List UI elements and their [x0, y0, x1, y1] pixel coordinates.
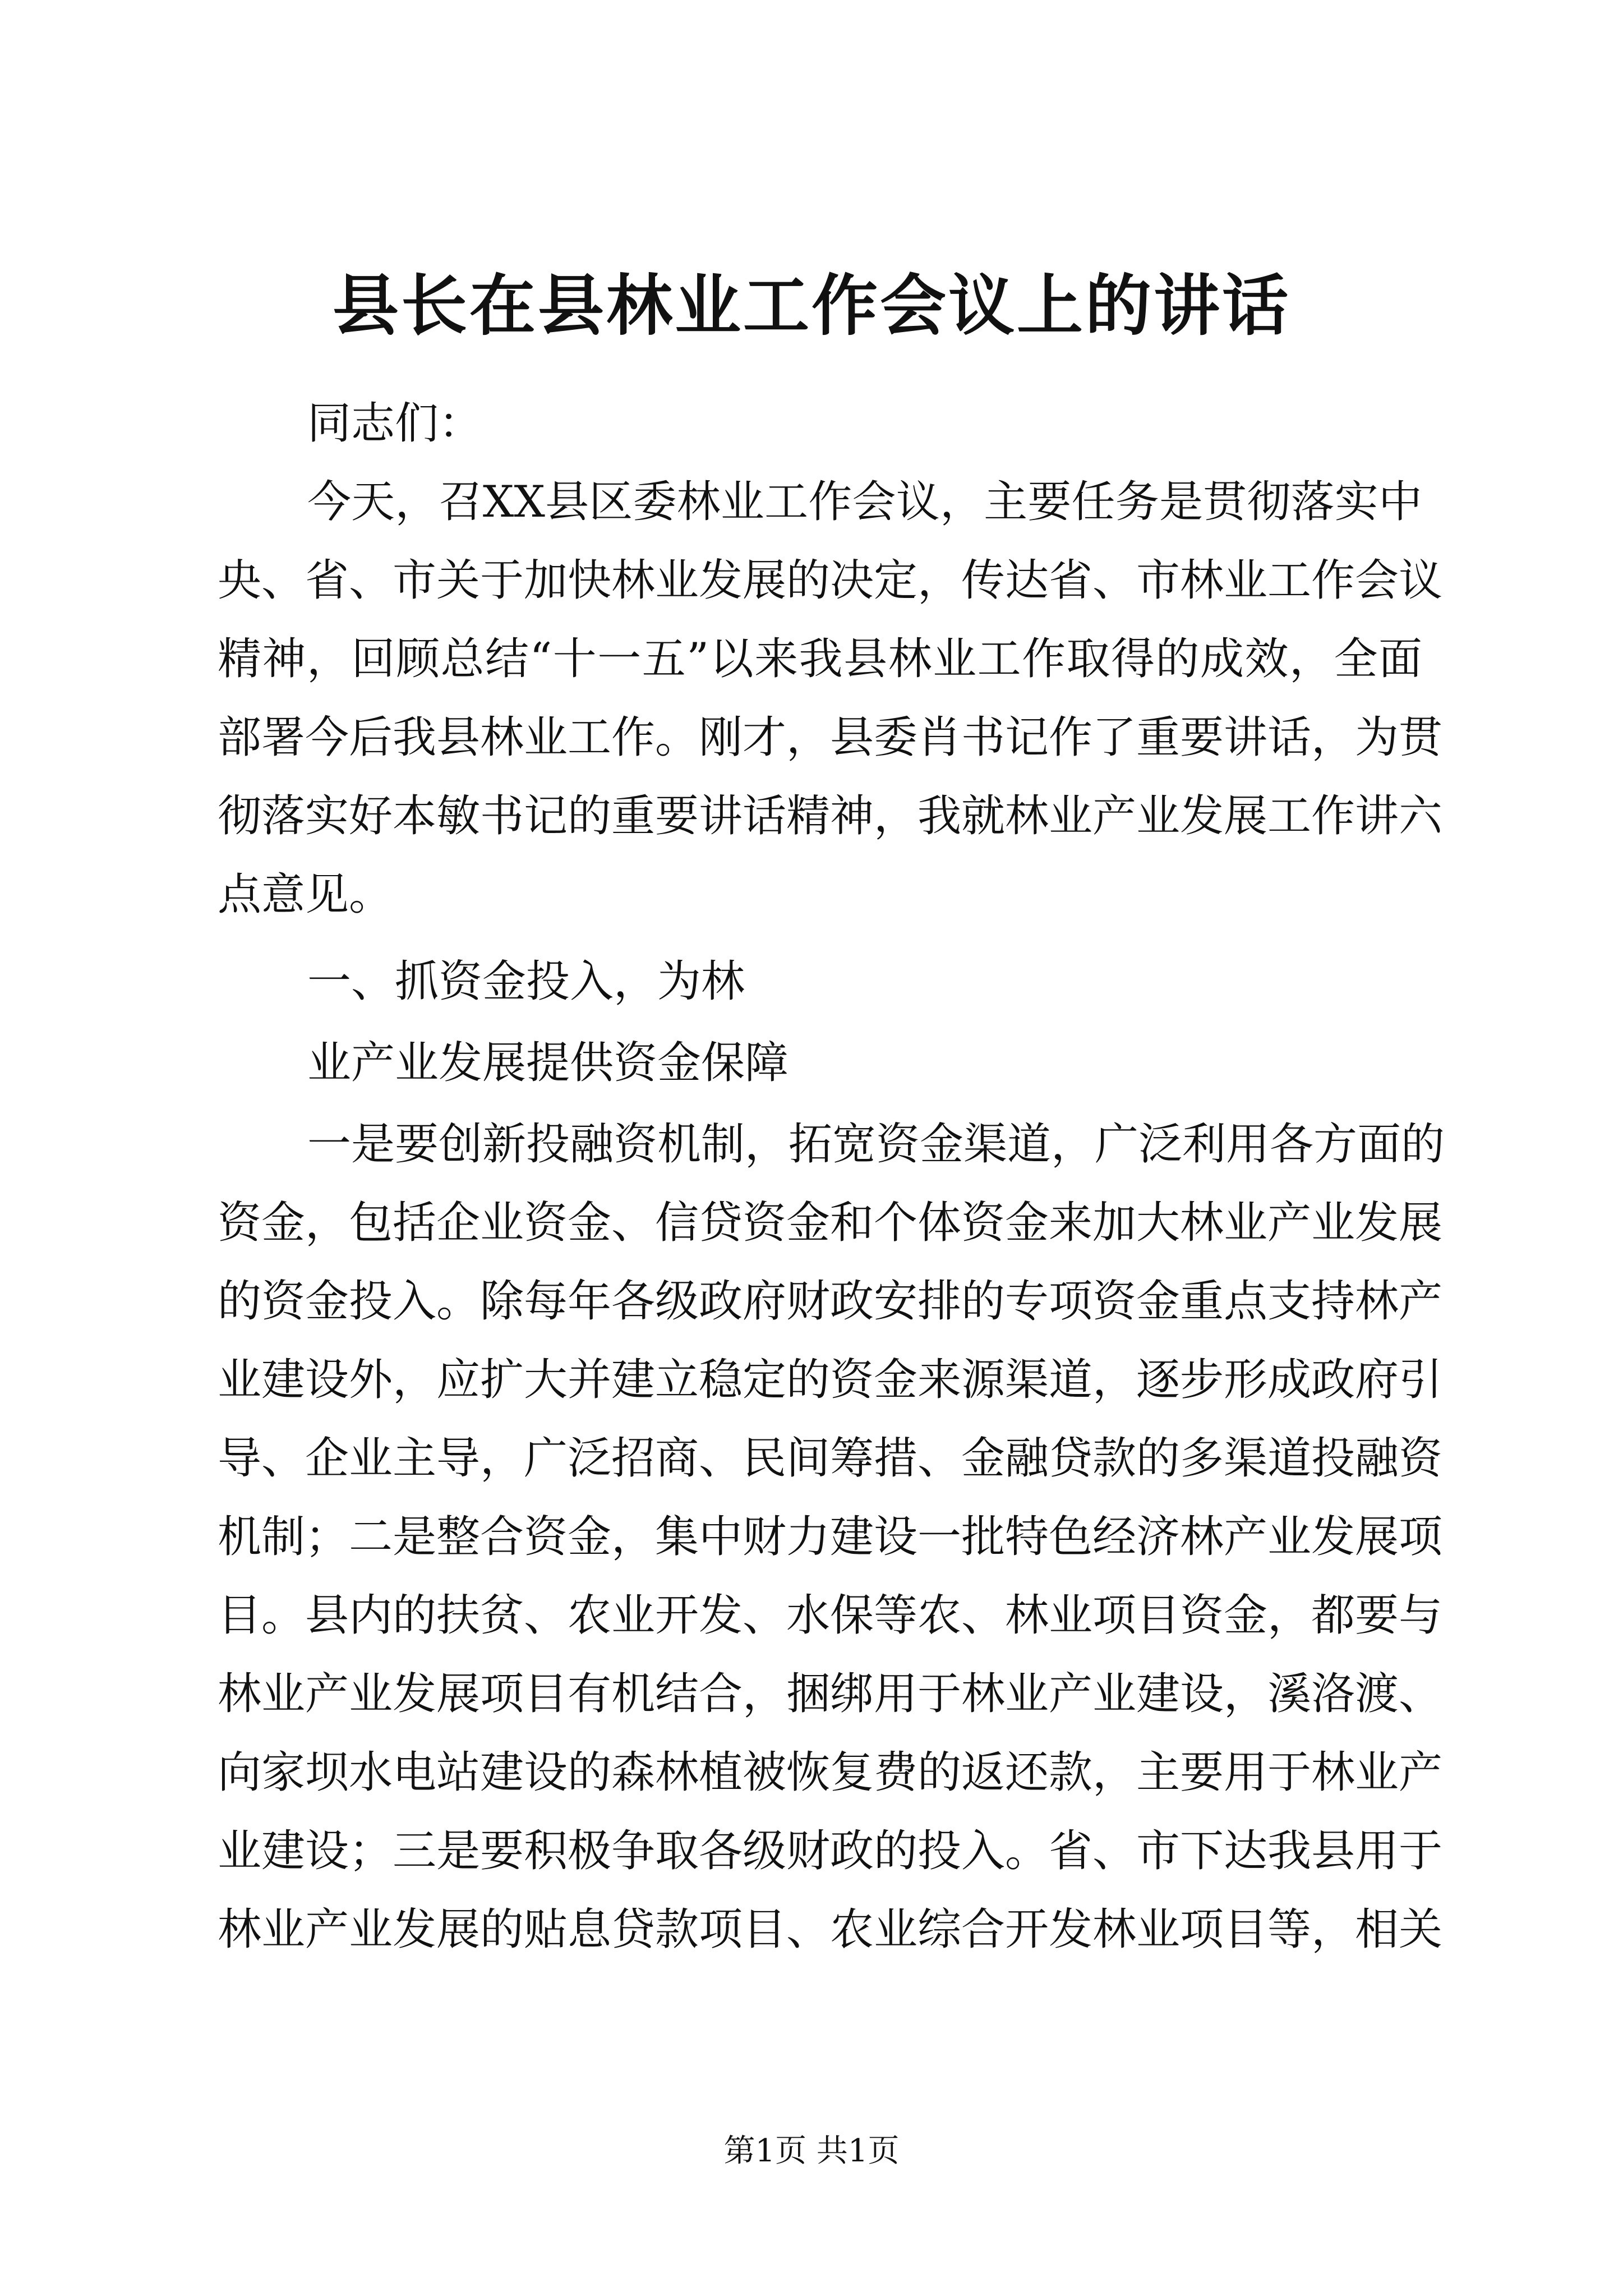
body-line: 点意见。: [218, 869, 393, 920]
body-line: 业建设；三是要积极争取各级财政的投入。省、市下达我县用于: [218, 1826, 1443, 1876]
page-number-footer: 第1页 共1页: [723, 2133, 900, 2169]
body-line: 今天，召XX县区委林业工作会议，主要任务是贯彻落实中: [307, 477, 1422, 527]
document-title: 县长在县林业工作会议上的讲话: [332, 266, 1290, 344]
body-line: 林业产业发展的贴息贷款项目、农业综合开发林业项目等，相关: [218, 1904, 1443, 1955]
salutation-line: 同志们：: [307, 398, 483, 449]
body-line: 资金，包括企业资金、信贷资金和个体资金来加大林业产业发展: [218, 1198, 1443, 1248]
body-line: 向家坝水电站建设的森林植被恢复费的返还款，主要用于林业产: [218, 1747, 1443, 1798]
section-heading-line: 一、抓资金投入，为林: [307, 956, 745, 1007]
body-line: 的资金投入。除每年各级政府财政安排的专项资金重点支持林产: [218, 1276, 1443, 1327]
body-line: 目。县内的扶贫、农业开发、水保等农、林业项目资金，都要与: [218, 1590, 1443, 1641]
body-line: 机制；二是整合资金，集中财力建设一批特色经济林产业发展项: [218, 1512, 1443, 1562]
body-line: 部署今后我县林业工作。刚才，县委肖书记作了重要讲话，为贯: [218, 712, 1443, 763]
body-line: 林业产业发展项目有机结合，捆绑用于林业产业建设，溪洛渡、: [218, 1669, 1443, 1719]
body-line: 央、省、市关于加快林业发展的决定，传达省、市林业工作会议: [218, 555, 1443, 606]
body-line: 精神，回顾总结“十一五”以来我县林业工作取得的成效，全面: [218, 634, 1422, 684]
section-heading-line: 业产业发展提供资金保障: [307, 1038, 789, 1088]
body-line: 导、企业主导，广泛招商、民间筹措、金融贷款的多渠道投融资: [218, 1433, 1443, 1484]
body-line: 彻落实好本敏书记的重要讲话精神，我就林业产业发展工作讲六: [218, 791, 1443, 841]
body-line: 业建设外，应扩大并建立稳定的资金来源渠道，逐步形成政府引: [218, 1355, 1443, 1405]
body-line: 一是要创新投融资机制，拓宽资金渠道，广泛利用各方面的: [307, 1119, 1445, 1170]
